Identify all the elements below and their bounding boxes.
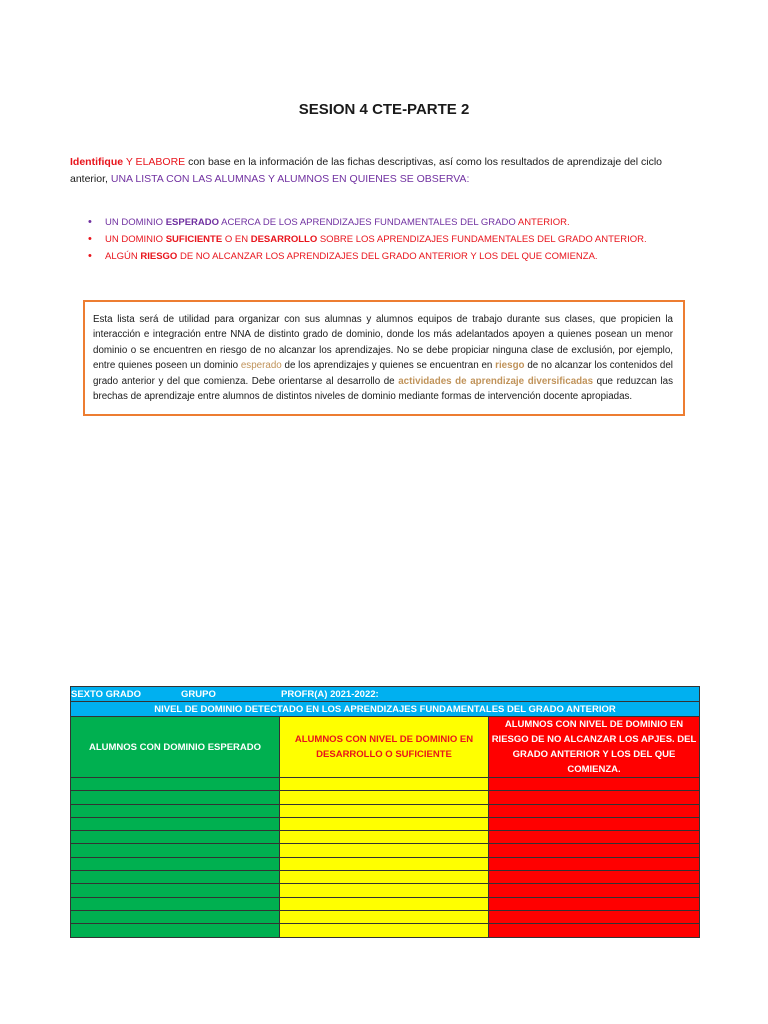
table-cell[interactable] <box>280 897 489 910</box>
table-cell[interactable] <box>280 844 489 857</box>
intro-body: con base en la información de las fichas descriptivas, así como los resultados de aprendizaje del ciclo anterior, <box>70 156 663 185</box>
table-row <box>71 857 700 870</box>
table-cell[interactable] <box>489 871 700 884</box>
table-cell[interactable] <box>489 897 700 910</box>
table-cell[interactable] <box>489 791 700 804</box>
table-cell[interactable] <box>71 844 280 857</box>
table-cell[interactable] <box>489 831 700 844</box>
table-cell[interactable] <box>280 884 489 897</box>
table-row <box>71 804 700 817</box>
group-label: GRUPO <box>181 688 216 700</box>
intro-elabore: Y ELABORE <box>125 156 186 168</box>
box-keyword-esperado: esperado <box>240 360 282 372</box>
list-item-esperado <box>88 214 708 231</box>
bullet-text: O EN <box>224 234 249 245</box>
table-cell[interactable] <box>489 884 700 897</box>
table-cell[interactable] <box>280 871 489 884</box>
table-cell[interactable] <box>280 857 489 870</box>
table-cell[interactable] <box>489 844 700 857</box>
col-header-desarrollo: ALUMNOS CON NIVEL DE DOMINIO EN DESARROLLO O SUFICIENTE <box>280 717 489 778</box>
box-keyword-riesgo: riesgo <box>495 360 525 372</box>
table-cell[interactable] <box>71 791 280 804</box>
table-row <box>71 831 700 844</box>
col-header-riesgo: ALUMNOS CON NIVEL DE DOMINIO EN RIESGO DE NO ALCANZAR LOS APJES. DEL GRADO ANTERIOR Y LOS DEL QUE COMIENZA. <box>489 717 700 778</box>
box-text: de no alcanzar los contenidos del grado anterior y del que comienza. Debe orientarse al desarrollo de <box>93 360 673 387</box>
bullet-keyword: SUFICIENTE <box>165 234 223 245</box>
info-box <box>83 300 685 416</box>
teacher-label: PROFR(A) 2021-2022: <box>281 688 379 700</box>
table-column-headers <box>71 717 700 778</box>
table-cell[interactable] <box>489 804 700 817</box>
table-row <box>71 817 700 830</box>
bullet-text: UN DOMINIO <box>105 217 164 228</box>
table-cell[interactable] <box>71 924 280 937</box>
bullet-text: SOBRE LOS APRENDIZAJES FUNDAMENTALES DEL GRADO ANTERIOR. <box>319 234 647 245</box>
bullet-text: ANTERIOR. <box>517 217 570 228</box>
table-header-info <box>71 687 700 702</box>
table-cell[interactable] <box>280 804 489 817</box>
table-row <box>71 910 700 923</box>
table-cell[interactable] <box>489 924 700 937</box>
table-row <box>71 924 700 937</box>
box-text: de los aprendizajes y quienes se encuentran en <box>284 360 493 372</box>
table-cell[interactable] <box>71 857 280 870</box>
table-cell[interactable] <box>71 884 280 897</box>
table-cell[interactable] <box>489 910 700 923</box>
table-cell[interactable] <box>489 817 700 830</box>
grade-label: SEXTO GRADO <box>71 688 142 700</box>
table-row <box>71 897 700 910</box>
table-cell[interactable] <box>71 778 280 791</box>
bullet-text: ALGÚN <box>105 251 138 262</box>
table-row <box>71 884 700 897</box>
table-cell[interactable] <box>489 778 700 791</box>
table-cell[interactable] <box>71 897 280 910</box>
box-text: que reduzcan las brechas de aprendizaje entre alumnos de distintos niveles de dominio mediante formas de intervención docente apropiadas. <box>93 375 673 403</box>
table-cell[interactable] <box>71 804 280 817</box>
table-cell[interactable] <box>280 817 489 830</box>
intro-paragraph <box>70 154 690 188</box>
page-title: SESION 4 CTE-PARTE 2 <box>298 101 470 118</box>
table-cell[interactable] <box>280 910 489 923</box>
bullet-text: DE NO ALCANZAR LOS APRENDIZAJES DEL GRADO ANTERIOR Y LOS DEL QUE COMIENZA. <box>179 251 598 262</box>
table-cell[interactable] <box>71 817 280 830</box>
table-row <box>71 871 700 884</box>
table-cell[interactable] <box>71 871 280 884</box>
intro-list-heading: UNA LISTA CON LAS ALUMNAS Y ALUMNOS EN QUIENES SE OBSERVA: <box>110 173 470 185</box>
table-row <box>71 791 700 804</box>
list-item-riesgo <box>88 248 708 265</box>
table-cell[interactable] <box>71 910 280 923</box>
table-cell[interactable] <box>280 778 489 791</box>
list-item-suficiente <box>88 231 708 248</box>
observation-list <box>88 214 708 265</box>
dominio-table <box>70 686 700 938</box>
bullet-keyword: RIESGO <box>140 251 178 262</box>
bullet-text: UN DOMINIO <box>105 234 164 245</box>
table-level-row <box>71 702 700 717</box>
box-keyword-actividades: actividades de aprendizaje diversificadas <box>398 375 594 387</box>
table-cell[interactable] <box>280 831 489 844</box>
table-row <box>71 844 700 857</box>
table-cell[interactable] <box>489 857 700 870</box>
table-header-info-row <box>71 687 700 702</box>
level-header: NIVEL DE DOMINIO DETECTADO EN LOS APRENDIZAJES FUNDAMENTALES DEL GRADO ANTERIOR <box>71 702 700 717</box>
table-row <box>71 778 700 791</box>
table-cell[interactable] <box>280 924 489 937</box>
bullet-text: ACERCA DE LOS APRENDIZAJES FUNDAMENTALES DEL GRADO <box>221 217 516 228</box>
table-cell[interactable] <box>280 791 489 804</box>
col-header-esperado: ALUMNOS CON DOMINIO ESPERADO <box>71 717 280 778</box>
bullet-keyword: DESARROLLO <box>250 234 318 245</box>
table-cell[interactable] <box>71 831 280 844</box>
box-text: Esta lista será de utilidad para organizar con sus alumnas y alumnos equipos de trabajo durante sus clases, que propicien la interacción e integración entre NNA de distinto grado de dominio, donde los más adelantados apoyen a quienes posean un menor dominio o se encuentren en riesgo de no alcanzar los aprendizajes. No se debe propiciar ninguna clase de exclusión, por ejemplo, entre quienes poseen un dominio <box>93 314 673 372</box>
bullet-keyword: ESPERADO <box>165 217 220 228</box>
intro-identifique: Identifique <box>70 156 124 168</box>
